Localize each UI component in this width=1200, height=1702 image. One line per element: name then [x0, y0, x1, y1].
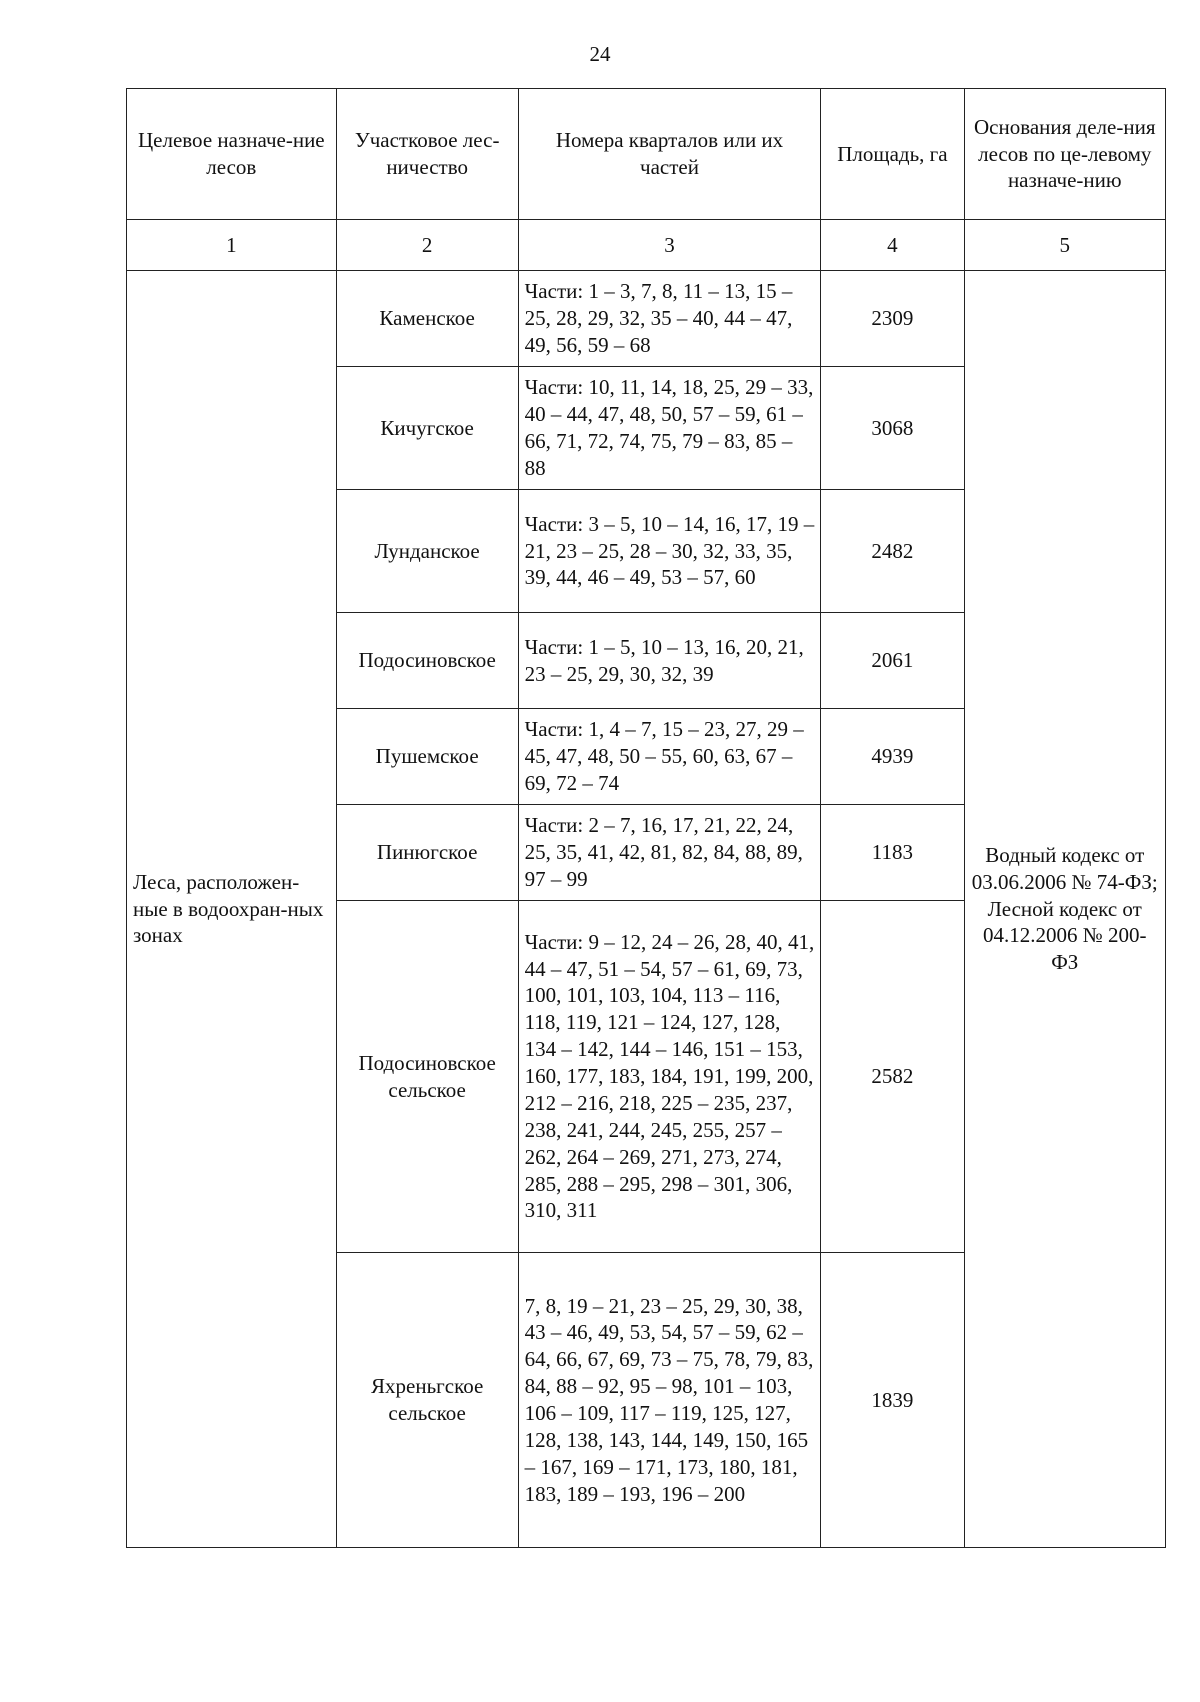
header-forestry: Участковое лес-ничество: [336, 89, 518, 220]
basis-cell: Водный кодекс от 03.06.2006 № 74-ФЗ; Лесной кодекс от 04.12.2006 № 200-ФЗ: [964, 271, 1166, 1548]
column-number: 4: [821, 220, 964, 271]
area-value: 2309: [821, 271, 964, 367]
area-value: 3068: [821, 367, 964, 490]
quarter-numbers: Части: 3 – 5, 10 – 14, 16, 17, 19 – 21, 23 – 25, 28 – 30, 32, 33, 35, 39, 44, 46 – 49, 53 – 57, 60: [518, 490, 821, 613]
table-row: [127, 271, 1166, 367]
area-value: 4939: [821, 709, 964, 805]
header-quarters: Номера кварталов или их частей: [518, 89, 821, 220]
header-row: [127, 89, 1166, 220]
quarter-numbers: Части: 1 – 3, 7, 8, 11 – 13, 15 – 25, 28, 29, 32, 35 – 40, 44 – 47, 49, 56, 59 – 68: [518, 271, 821, 367]
area-value: 1183: [821, 805, 964, 901]
quarter-numbers: Части: 10, 11, 14, 18, 25, 29 – 33, 40 – 44, 47, 48, 50, 57 – 59, 61 – 66, 71, 72, 74, 75, 79 – 83, 85 – 88: [518, 367, 821, 490]
area-value: 2582: [821, 901, 964, 1253]
area-value: 2482: [821, 490, 964, 613]
forest-purpose-cell: Леса, расположен-ные в водоохран-ных зонах: [127, 271, 337, 1548]
quarter-numbers: Части: 9 – 12, 24 – 26, 28, 40, 41, 44 – 47, 51 – 54, 57 – 61, 69, 73, 100, 101, 103, 104, 113 – 116, 118, 119, 121 – 124, 127, 128, 134 – 142, 144 – 146, 151 – 153, 160, 177, 183, 184, 191, 199, 200, 212 – 216, 218, 225 – 235, 237, 238, 241, 244, 245, 255, 257 – 262, 264 – 269, 271, 273, 274, 285, 288 – 295, 298 – 301, 306, 310, 311: [518, 901, 821, 1253]
header-basis: Основания деле-ния лесов по це-левому назначе-нию: [964, 89, 1166, 220]
header-purpose: Целевое назначе-ние лесов: [127, 89, 337, 220]
forestry-name: Яхреньгское сельское: [336, 1253, 518, 1548]
column-number-row: [127, 220, 1166, 271]
quarter-numbers: 7, 8, 19 – 21, 23 – 25, 29, 30, 38, 43 – 46, 49, 53, 54, 57 – 59, 62 – 64, 66, 67, 69, 73 – 75, 78, 79, 83, 84, 88 – 92, 95 – 98, 101 – 103, 106 – 109, 117 – 119, 125, 127, 128, 138, 143, 144, 149, 150, 165 – 167, 169 – 171, 173, 180, 181, 183, 189 – 193, 196 – 200: [518, 1253, 821, 1548]
forestry-name: Лунданское: [336, 490, 518, 613]
column-number: 2: [336, 220, 518, 271]
forestry-name: Пушемское: [336, 709, 518, 805]
forest-purpose-table: [126, 88, 1166, 1548]
forestry-name: Кичугское: [336, 367, 518, 490]
column-number: 5: [964, 220, 1166, 271]
forestry-name: Каменское: [336, 271, 518, 367]
column-number: 1: [127, 220, 337, 271]
quarter-numbers: Части: 1, 4 – 7, 15 – 23, 27, 29 – 45, 47, 48, 50 – 55, 60, 63, 67 – 69, 72 – 74: [518, 709, 821, 805]
page-number: 24: [589, 42, 611, 66]
forestry-name: Пинюгское: [336, 805, 518, 901]
header-area: Площадь, га: [821, 89, 964, 220]
forestry-name: Подосиновское: [336, 613, 518, 709]
quarter-numbers: Части: 1 – 5, 10 – 13, 16, 20, 21, 23 – 25, 29, 30, 32, 39: [518, 613, 821, 709]
area-value: 2061: [821, 613, 964, 709]
column-number: 3: [518, 220, 821, 271]
area-value: 1839: [821, 1253, 964, 1548]
forestry-name: Подосиновское сельское: [336, 901, 518, 1253]
quarter-numbers: Части: 2 – 7, 16, 17, 21, 22, 24, 25, 35, 41, 42, 81, 82, 84, 88, 89, 97 – 99: [518, 805, 821, 901]
